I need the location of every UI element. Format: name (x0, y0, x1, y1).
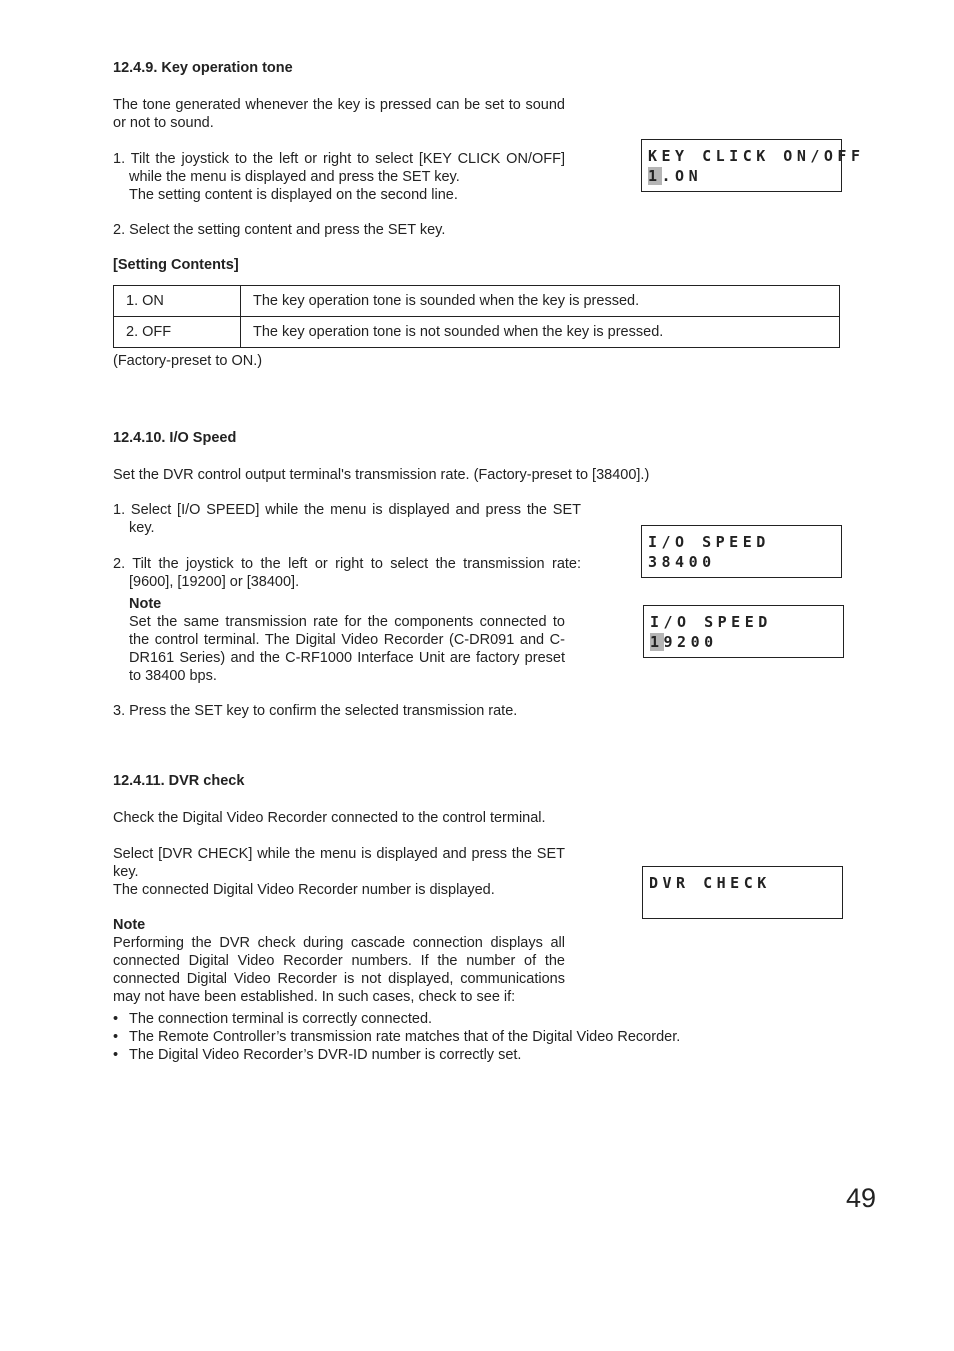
lcd-line-1: I/O SPEED (648, 533, 770, 551)
list-item-text: The Digital Video Recorder’s DVR-ID number is correctly set. (129, 1047, 522, 1063)
section-heading-dvr-check: 12.4.11. DVR check (113, 773, 245, 789)
io-speed-intro: Set the DVR control output terminal's transmission rate. (Factory-preset to [38400].) (113, 467, 650, 483)
step-number: 1. (113, 151, 126, 167)
list-item-text: The connection terminal is correctly connected. (129, 1011, 433, 1027)
table-cell-option: 2. OFF (114, 317, 241, 348)
table-row (114, 286, 840, 317)
step-text: Tilt the joystick to the left or right to select [KEY CLICK ON/OFF] while the menu is displayed and press the SET key. (129, 151, 565, 185)
lcd-key-click (641, 139, 865, 192)
key-tone-step-1 (113, 150, 565, 204)
lcd-line-2 (650, 632, 843, 652)
section-heading-io-speed: 12.4.10. I/O Speed (113, 430, 237, 446)
table-cell-description: The key operation tone is not sounded when the key is pressed. (241, 317, 840, 348)
note-text: Performing the DVR check during cascade connection displays all connected Digital Video Recorder numbers. If the number of the connected Digital Video Recorder is not displayed, communications may not have been established. In such cases, check to see if: (113, 935, 565, 1005)
list-item (113, 1010, 813, 1028)
dvr-check-note (113, 916, 565, 1006)
step-number: 3. (113, 703, 126, 719)
step-text: Select the setting content and press the SET key. (129, 222, 446, 238)
step-text: Select [I/O SPEED] while the menu is displayed and press the SET key. (129, 502, 581, 536)
page-number: 49 (846, 1183, 877, 1213)
lcd-dvr-check (642, 866, 843, 919)
dvr-check-instruction (113, 845, 565, 899)
lcd-line-2-text: .ON (661, 167, 703, 185)
io-speed-step-2 (113, 555, 581, 591)
note-label: Note (129, 596, 162, 612)
section-heading-key-operation-tone: 12.4.9. Key operation tone (113, 60, 293, 76)
lcd-line-1: DVR CHECK (649, 874, 771, 892)
key-tone-step-2 (113, 221, 581, 239)
io-speed-step-3 (113, 702, 581, 720)
step-text: Tilt the joystick to the left or right to select the transmission rate: [9600], [19200] or [38400]. (129, 556, 581, 590)
list-item (113, 1028, 813, 1046)
dvr-check-list (113, 1010, 813, 1064)
lcd-io-speed-38400 (641, 525, 842, 578)
list-item (113, 1046, 813, 1064)
bullet: • (113, 1011, 119, 1027)
io-speed-step-1 (113, 501, 581, 537)
step-number: 1. (113, 502, 126, 518)
dvr-check-para-2: The connected Digital Video Recorder number is displayed. (113, 882, 495, 898)
lcd-cursor: 1 (648, 167, 662, 185)
lcd-line-2-text: 9200 (663, 633, 718, 651)
dvr-check-intro: Check the Digital Video Recorder connected to the control terminal. (113, 810, 546, 826)
lcd-line-2: 38400 (648, 553, 716, 571)
factory-preset-note: (Factory-preset to ON.) (113, 353, 263, 369)
step-text: Press the SET key to confirm the selected transmission rate. (129, 703, 518, 719)
key-tone-intro: The tone generated whenever the key is pressed can be set to sound or not to sound. (113, 97, 565, 131)
bullet: • (113, 1047, 119, 1063)
bullet: • (113, 1029, 119, 1045)
lcd-line-2 (648, 166, 841, 186)
setting-contents-heading: [Setting Contents] (113, 257, 239, 273)
lcd-line-1: KEY CLICK ON/OFF (648, 147, 865, 165)
dvr-check-para: Select [DVR CHECK] while the menu is displayed and press the SET key. (113, 846, 565, 880)
table-cell-description: The key operation tone is sounded when the key is pressed. (241, 286, 840, 317)
lcd-line-1: I/O SPEED (650, 613, 772, 631)
lcd-io-speed-19200 (643, 605, 844, 658)
step-subtext: The setting content is displayed on the second line. (129, 187, 458, 203)
step-number: 2. (113, 556, 126, 572)
lcd-cursor: 1 (650, 633, 664, 651)
note-text: Set the same transmission rate for the components connected to the control terminal. The Digital Video Recorder (C-DR091 and C-DR161 Series) and the C-RF1000 Interface Unit are factory preset to 38400 bps. (129, 614, 565, 684)
table-row (114, 317, 840, 348)
note-label: Note (113, 917, 146, 933)
list-item-text: The Remote Controller’s transmission rate matches that of the Digital Video Recorder. (129, 1029, 681, 1045)
setting-contents-table (113, 285, 840, 348)
table-cell-option: 1. ON (114, 286, 241, 317)
step-number: 2. (113, 222, 126, 238)
io-speed-note (129, 595, 565, 685)
